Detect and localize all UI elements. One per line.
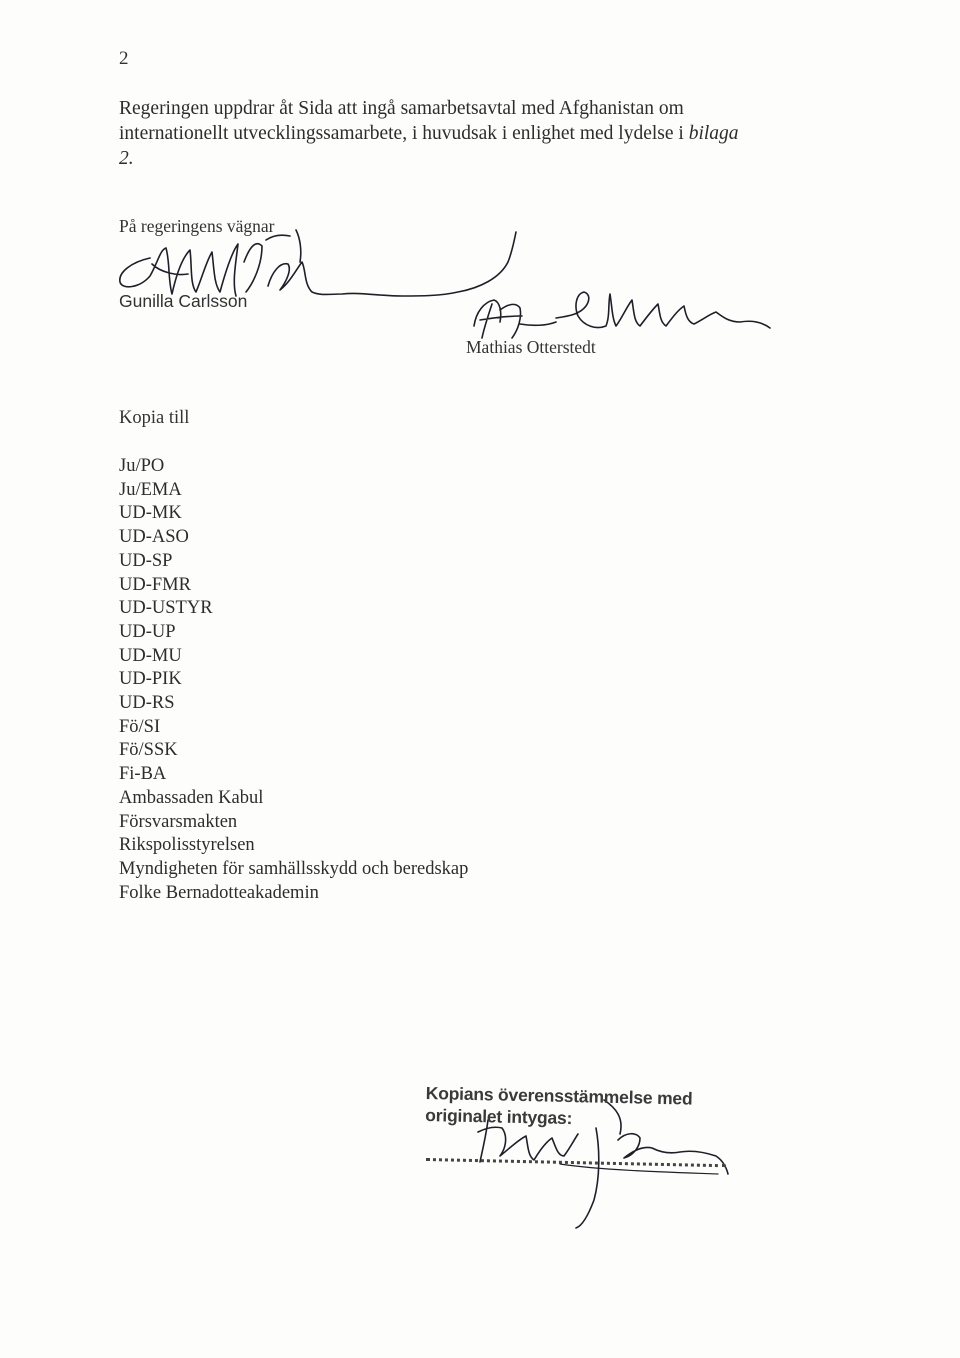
- copy-heading: Kopia till: [119, 408, 190, 428]
- signatory-name-2: Mathias Otterstedt: [466, 337, 596, 357]
- list-item: UD-ASO: [119, 527, 189, 548]
- list-item: Fö/SSK: [119, 740, 178, 761]
- list-item: Myndigheten för samhällsskydd och beredskap: [119, 858, 469, 879]
- signature-2: [474, 292, 770, 338]
- decision-paragraph: [119, 96, 739, 171]
- list-item: UD-MK: [119, 503, 182, 524]
- signatory-name-1: Gunilla Carlsson: [119, 291, 248, 311]
- list-item: Ju/EMA: [119, 479, 182, 500]
- stamp-dotted-line: [426, 1158, 726, 1167]
- signature-1: [120, 230, 516, 296]
- list-item: Folke Bernadotteakademin: [119, 882, 319, 903]
- list-item: Fi-BA: [119, 764, 167, 785]
- list-item: Försvarsmakten: [119, 811, 238, 832]
- annex-reference: bilaga 2.: [119, 123, 739, 169]
- list-item: Rikspolisstyrelsen: [119, 835, 255, 856]
- list-item: UD-SP: [119, 550, 173, 571]
- page-number: 2: [119, 48, 129, 69]
- list-item: UD-PIK: [119, 669, 182, 690]
- list-item: Ambassaden Kabul: [119, 787, 264, 808]
- list-item: UD-FMR: [119, 574, 191, 595]
- list-item: UD-RS: [119, 693, 175, 714]
- stamp-line-2: originalet intygas:: [425, 1104, 573, 1129]
- list-item: UD-UP: [119, 621, 176, 642]
- recipient-list: [119, 455, 468, 905]
- list-item: UD-MU: [119, 645, 182, 666]
- certification-stamp: [425, 1082, 693, 1132]
- on-behalf-line: På regeringens vägnar: [119, 216, 275, 236]
- list-item: Ju/PO: [119, 456, 165, 476]
- stamp-line-1: Kopians överensstämmelse med: [425, 1082, 693, 1109]
- list-item: Fö/SI: [119, 716, 161, 737]
- list-item: UD-USTYR: [119, 598, 213, 619]
- decision-text: Regeringen uppdrar åt Sida att ingå samarbetsavtal med Afghanistan om internationellt utvecklingssamarbete, i huvudsak i enlighet med lydelse i: [119, 98, 689, 144]
